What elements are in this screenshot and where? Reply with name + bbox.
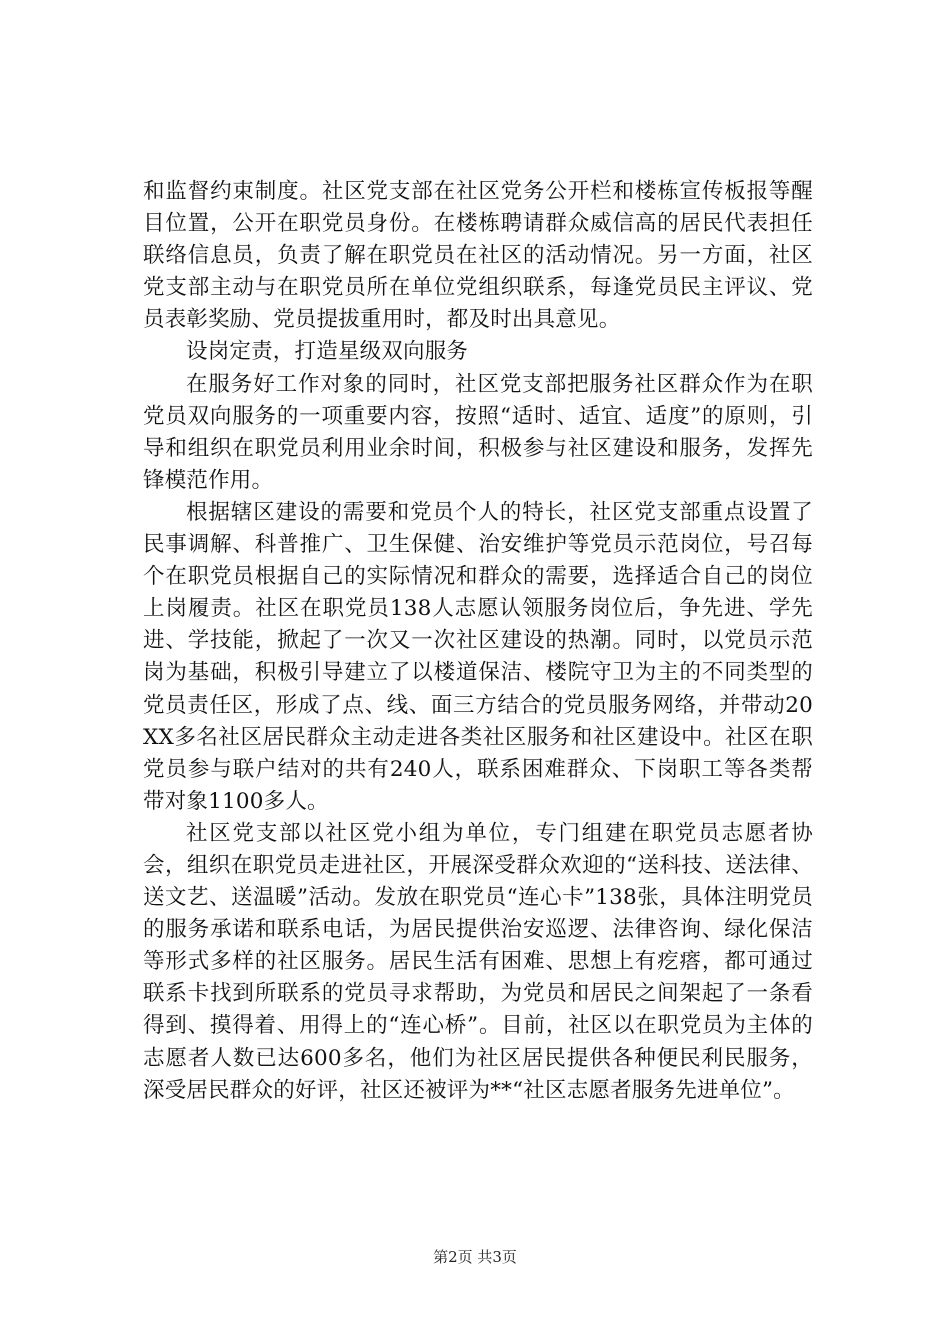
page-footer: 第2页 共3页 [433, 1248, 517, 1266]
paragraph: 根据辖区建设的需要和党员个人的特长，社区党支部重点设置了民事调解、科普推广、卫生保健、治安维护等党员示范岗位，号召每个在职党员根据自己的实际情况和群众的需要，选择适合自己的岗位上岗履责。社区在职党员138人志愿认领服务岗位后，争先进、学先进、学技能，掀起了一次又一次社区建设的热潮。同时，以党员示范岗为基础，积极引导建立了以楼道保洁、楼院守卫为主的不同类型的党员责任区，形成了点、线、面三方结合的党员服务网络，并带动20XX多名社区居民群众主动走进各类社区服务和社区建设中。社区在职党员参与联户结对的共有240人，联系困难群众、下岗职工等各类帮带对象1100多人。 [143, 499, 813, 814]
section-heading: 设岗定责，打造星级双向服务 [186, 339, 469, 365]
paragraph: 在服务好工作对象的同时，社区党支部把服务社区群众作为在职党员双向服务的一项重要内容，按照“适时、适宜、适度”的原则，引导和组织在职党员利用业余时间，积极参与社区建设和服务，发挥先锋模范作用。 [143, 371, 813, 493]
document-body [143, 176, 813, 1107]
paragraph: 社区党支部以社区党小组为单位，专门组建在职党员志愿者协会，组织在职党员走进社区，开展深受群众欢迎的“送科技、送法律、送文艺、送温暖”活动。发放在职党员“连心卡”138张，具体注明党员的服务承诺和联系电话，为居民提供治安巡逻、法律咨询、绿化保洁等形式多样的社区服务。居民生活有困难、思想上有疙瘩，都可通过联系卡找到所联系的党员寻求帮助，为党员和居民之间架起了一条看得到、摸得着、用得上的“连心桥”。目前，社区以在职党员为主体的志愿者人数已达600多名，他们为社区居民提供各种便民利民服务，深受居民群众的好评，社区还被评为**“社区志愿者服务先进单位”。 [143, 820, 813, 1103]
paragraph-continued: 和监督约束制度。社区党支部在社区党务公开栏和楼栋宣传板报等醒目位置，公开在职党员身份。在楼栋聘请群众威信高的居民代表担任联络信息员，负责了解在职党员在社区的活动情况。另一方面，社区党支部主动与在职党员所在单位党组织联系，每逢党员民主评议、党员表彰奖励、党员提拔重用时，都及时出具意见。 [143, 179, 813, 333]
